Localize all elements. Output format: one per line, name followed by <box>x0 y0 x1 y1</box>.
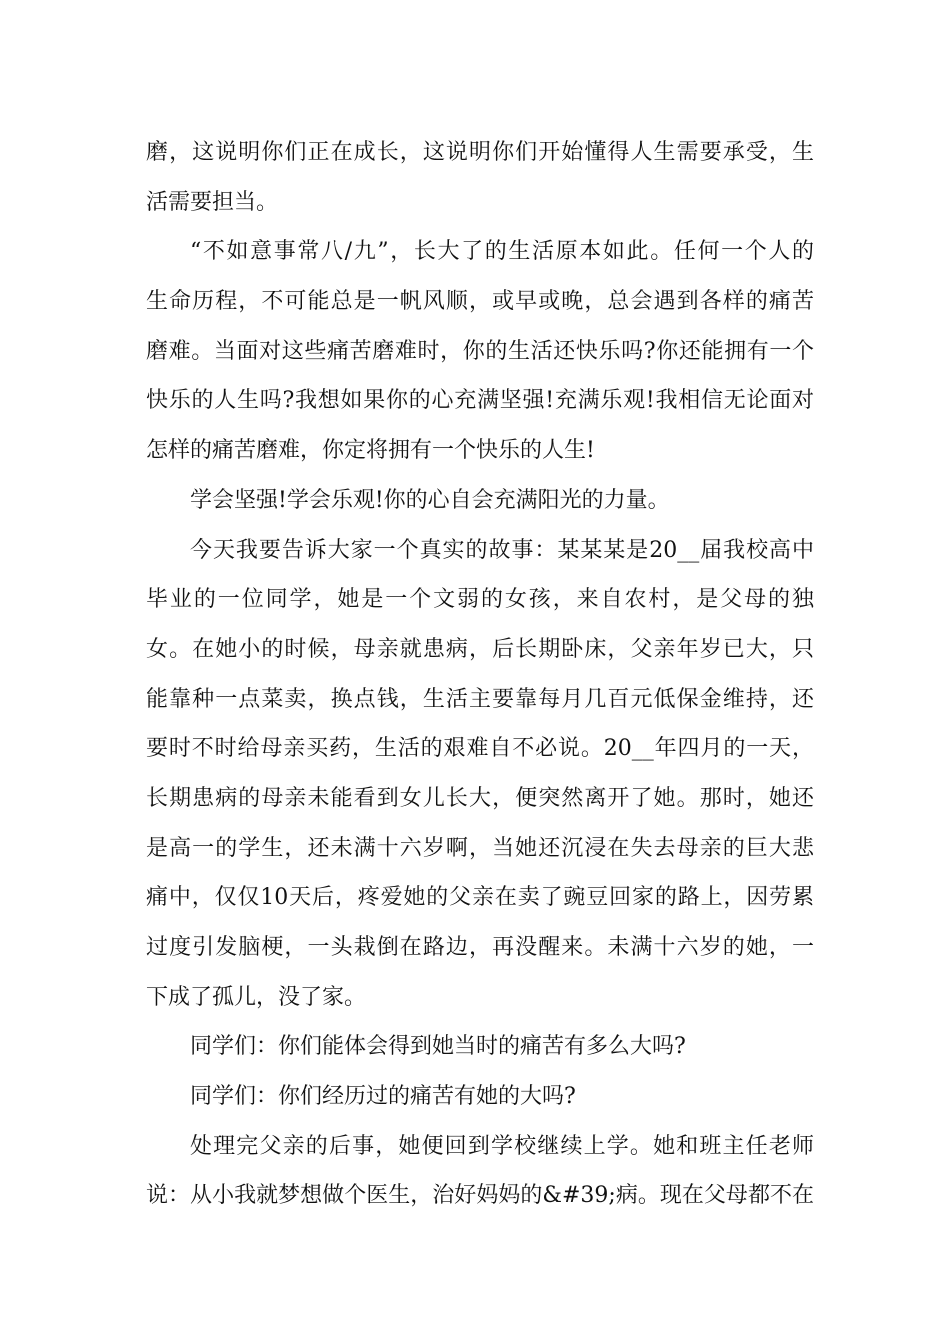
text-line: 说：从小我就梦想做个医生，治好妈妈的&#39;病。现在父母都不在 <box>146 1183 814 1209</box>
text-line: 磨难。当面对这些痛苦磨难时，你的生活还快乐吗?你还能拥有一个 <box>146 338 814 364</box>
text-line: 是高一的学生，还未满十六岁啊，当她还沉浸在失去母亲的巨大悲 <box>146 835 814 861</box>
text-line: 怎样的痛苦磨难，你定将拥有一个快乐的人生! <box>146 438 595 464</box>
paragraph-start-line: 处理完父亲的后事，她便回到学校继续上学。她和班主任老师 <box>190 1133 814 1159</box>
text-line: 下成了孤儿，没了家。 <box>146 984 367 1010</box>
text-line: 能靠种一点菜卖，换点钱，生活主要靠每月几百元低保金维持，还 <box>146 686 814 712</box>
paragraph-start-line: 今天我要告诉大家一个真实的故事：某某某是20__届我校高中 <box>190 537 814 563</box>
paragraph-start-line: 同学们：你们能体会得到她当时的痛苦有多么大吗? <box>190 1034 686 1060</box>
text-line: 过度引发脑梗，一头栽倒在路边，再没醒来。未满十六岁的她，一 <box>146 935 814 960</box>
text-line: 磨，这说明你们正在成长，这说明你们开始懂得人生需要承受，生 <box>146 140 814 165</box>
text-line: 生命历程，不可能总是一帆风顺，或早或晚，总会遇到各样的痛苦 <box>146 289 814 315</box>
text-line: 毕业的一位同学，她是一个文弱的女孩，来自农村，是父母的独 <box>146 587 814 613</box>
paragraph-start-line: “不如意事常八/九”，长大了的生活原本如此。任何一个人的 <box>190 239 814 265</box>
text-line: 长期患病的母亲未能看到女儿长大，便突然离开了她。那时，她还 <box>146 785 814 811</box>
text-line: 痛中，仅仅10天后，疼爱她的父亲在卖了豌豆回家的路上，因劳累 <box>146 885 814 911</box>
body-text <box>146 128 814 1221</box>
text-line: 快乐的人生吗?我想如果你的心充满坚强!充满乐观!我相信无论面对 <box>146 388 814 414</box>
text-line: 女。在她小的时候，母亲就患病，后长期卧床，父亲年岁已大，只 <box>146 636 814 662</box>
paragraph-start-line: 同学们：你们经历过的痛苦有她的大吗? <box>190 1084 576 1110</box>
paragraph-start-line: 学会坚强!学会乐观!你的心自会充满阳光的力量。 <box>190 487 670 513</box>
text-line: 要时不时给母亲买药，生活的艰难自不必说。20__年四月的一天， <box>146 736 814 762</box>
text-line: 活需要担当。 <box>146 189 279 215</box>
